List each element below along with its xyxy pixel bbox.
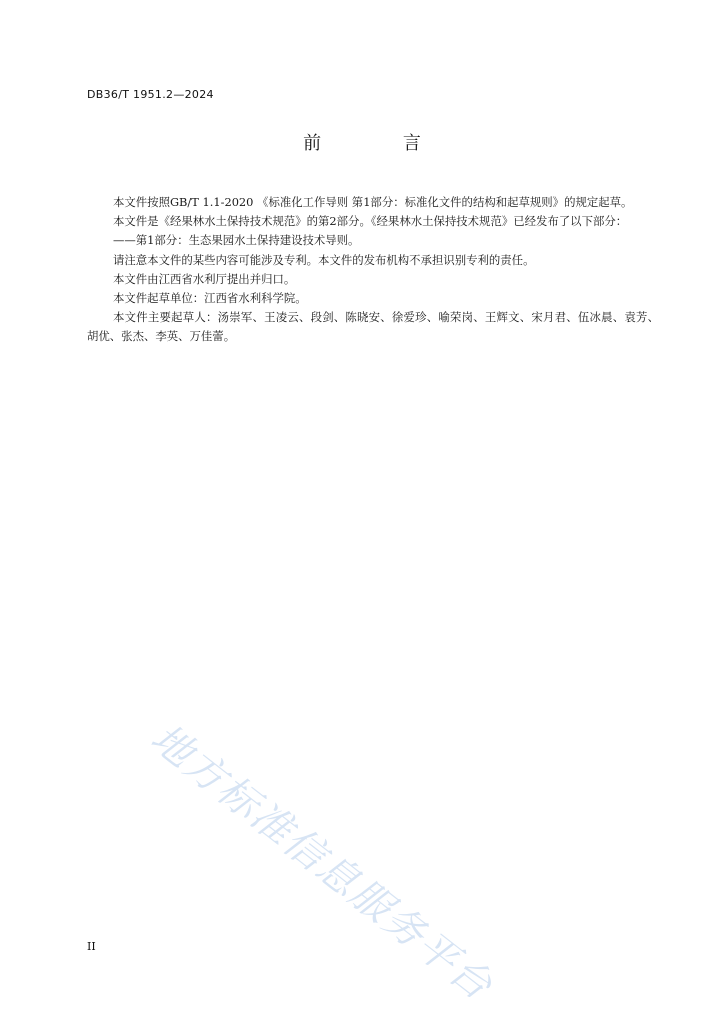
paragraph-patent-notice: 请注意本文件的某些内容可能涉及专利。本文件的发布机构不承担识别专利的责任。 <box>113 252 535 267</box>
paragraph-part-1: ——第1部分：生态果园水土保持建设技术导则。 <box>113 233 360 248</box>
page-number: II <box>87 940 96 953</box>
paragraph-drafting-rules: 本文件按照GB/T 1.1-2020 《标准化工作导则 第1部分：标准化文件的结构和起草规则》的规定起草。 <box>113 195 633 209</box>
paragraph-drafting-unit: 本文件起草单位：江西省水利科学院。 <box>113 291 307 306</box>
paragraph-proposer: 本文件由江西省水利厅提出并归口。 <box>113 271 296 286</box>
document-code: DB36/T 1951.2—2024 <box>87 88 214 101</box>
watermark: 地方标准信息服务平台 <box>142 715 502 1010</box>
section-title: 前 言 <box>303 133 459 154</box>
paragraph-drafters: 本文件主要起草人：汤崇军、王凌云、段剑、陈晓安、徐爱珍、喻荣岗、王辉文、宋月君、伍冰晨、袁芳、胡优、张杰、李英、万佳蕾。 <box>87 310 659 344</box>
paragraph-part-info: 本文件是《经果林水土保持技术规范》的第2部分。《经果林水土保持技术规范》已经发布了以下部分： <box>113 214 628 229</box>
foreword-body <box>87 193 659 347</box>
